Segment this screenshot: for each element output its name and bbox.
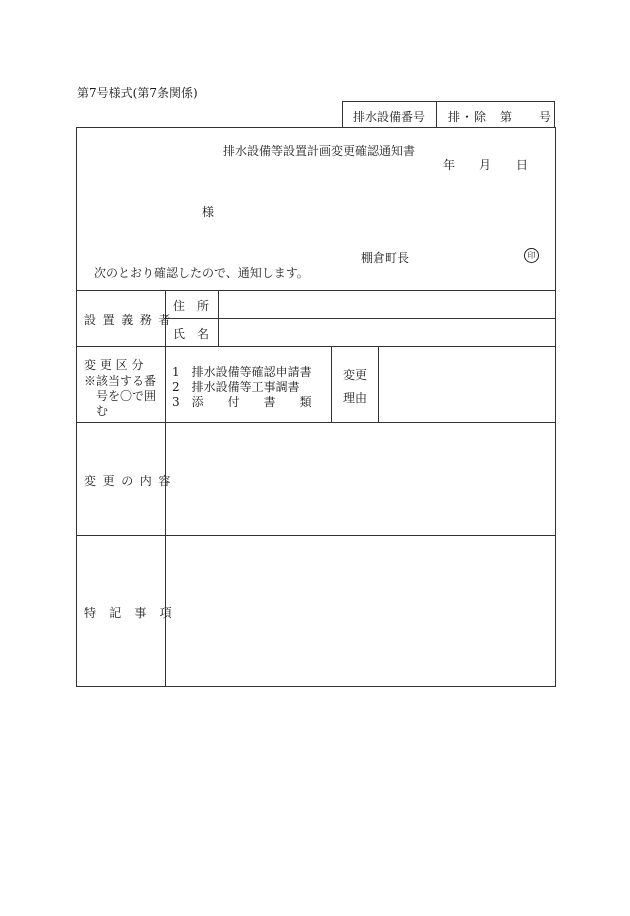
change-option[interactable]: 2 排水設備等工事調書	[172, 380, 300, 394]
drainage-number-label: 排水設備番号	[353, 110, 426, 124]
row-divider	[77, 422, 555, 423]
date-day[interactable]: 日	[516, 158, 529, 172]
change-type-note: 号を〇で囲	[96, 389, 157, 403]
change-type-label: 変 更 区 分	[84, 358, 144, 372]
reason-column-divider	[331, 346, 332, 422]
change-reason-label: 理由	[343, 391, 368, 405]
document-title: 排水設備等設置計画変更確認通知書	[223, 144, 416, 158]
change-content-label: 変更の内容	[84, 474, 178, 488]
row-divider	[166, 318, 555, 319]
date-month[interactable]: 月	[479, 158, 492, 172]
remarks-label: 特記事項	[84, 606, 185, 620]
date-year[interactable]: 年	[443, 158, 456, 172]
address-label: 住 所	[173, 299, 210, 313]
form-number-label: 第7号様式(第7条関係)	[77, 86, 198, 100]
notice-form-table	[76, 127, 556, 687]
change-type-note: ※該当する番	[84, 374, 157, 388]
row-divider	[77, 290, 555, 291]
drainage-number-box	[342, 101, 555, 127]
addressee-suffix: 様	[202, 205, 215, 219]
obligor-subcolumn-divider	[218, 290, 219, 346]
reason-column-divider	[378, 346, 379, 422]
obligor-label: 設置義務者	[84, 313, 178, 327]
issuer-name: 棚倉町長	[361, 251, 410, 265]
change-reason-label: 変更	[343, 368, 368, 382]
change-option[interactable]: 1 排水設備等確認申請書	[172, 365, 312, 379]
change-option[interactable]: 3 添 付 書 類	[172, 395, 312, 409]
row-divider	[77, 346, 555, 347]
header-divider	[436, 102, 437, 127]
row-divider	[77, 535, 555, 536]
drainage-number-value[interactable]: 排・除 第 号	[448, 110, 553, 124]
notice-text: 次のとおり確認したので、通知します。	[94, 266, 309, 280]
change-type-note: む	[96, 404, 109, 418]
name-label: 氏 名	[173, 327, 210, 341]
seal-icon: 印	[524, 248, 539, 263]
